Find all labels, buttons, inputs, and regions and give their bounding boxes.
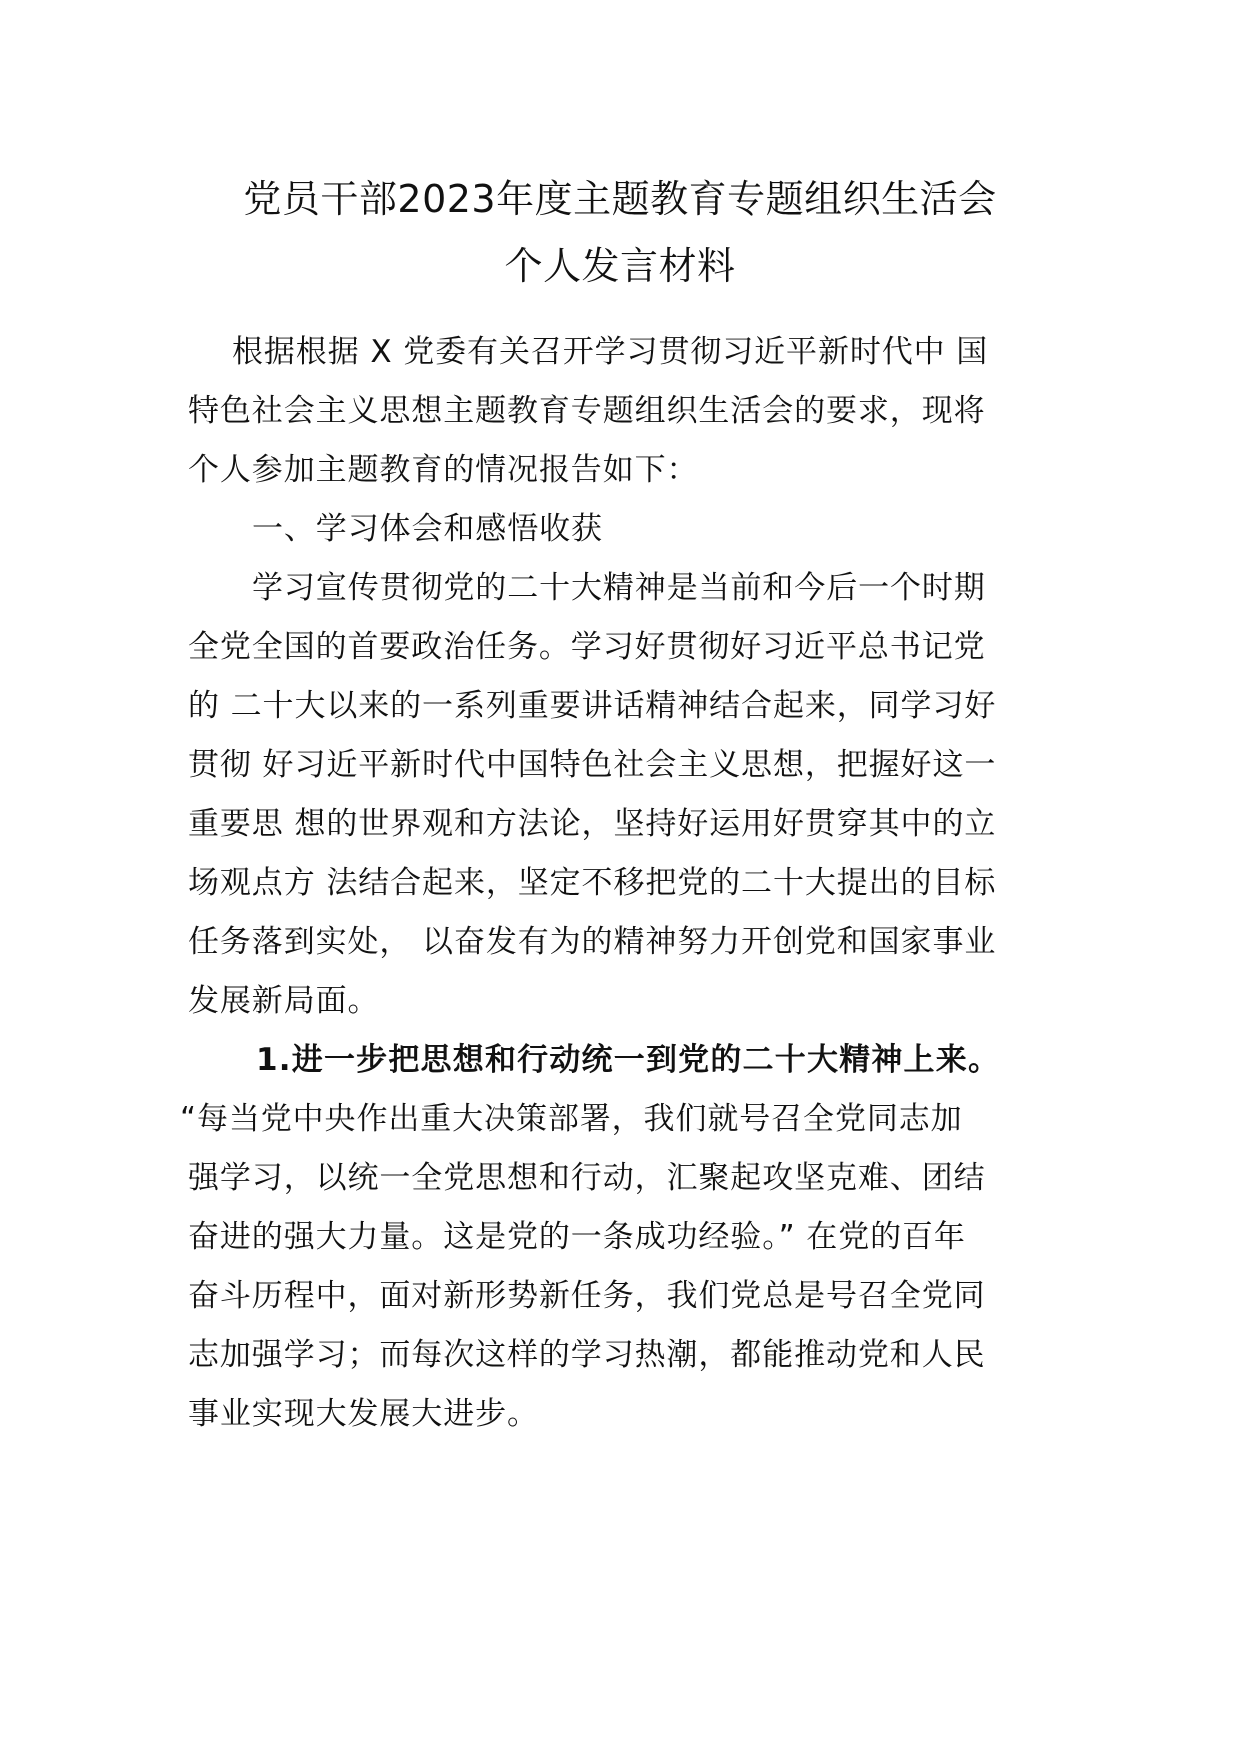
paragraph-line: 特色社会主义思想主题教育专题组织生活会的要求，现将 bbox=[188, 393, 986, 429]
paragraph-line: 全党全国的首要政治任务。学习好贯彻好习近平总书记党 bbox=[188, 629, 986, 665]
paragraph-line: 根据根据 X 党委有关召开学习贯彻习近平新时代中 国 bbox=[232, 334, 989, 370]
paragraph-line: 奋斗历程中，面对新形势新任务，我们党总是号召全党同 bbox=[188, 1278, 986, 1314]
paragraph-line: 个人参加主题教育的情况报告如下： bbox=[188, 452, 699, 488]
document-title-line-2: 个人发言材料 bbox=[504, 244, 736, 288]
section-heading: 一、学习体会和感悟收获 bbox=[252, 511, 603, 547]
paragraph-line: 奋进的强大力量。这是党的一条成功经验。” 在党的百年 bbox=[188, 1219, 966, 1255]
paragraph-line: 贯彻 好习近平新时代中国特色社会主义思想，把握好这一 bbox=[188, 747, 997, 783]
document-title-line-1: 党员干部2023年度主题教育专题组织生活会 bbox=[243, 177, 997, 221]
paragraph-line: 发展新局面。 bbox=[188, 983, 380, 1019]
paragraph-line: 任务落到实处， 以奋发有为的精神努力开创党和国家事业 bbox=[188, 924, 997, 960]
paragraph-line: 学习宣传贯彻党的二十大精神是当前和今后一个时期 bbox=[252, 570, 986, 606]
paragraph-line: “每当党中央作出重大决策部署，我们就号召全党同志加 bbox=[180, 1101, 963, 1137]
subsection-heading: 1.进一步把思想和行动统一到党的二十大精神上来。 bbox=[256, 1042, 1001, 1078]
paragraph-line: 强学习，以统一全党思想和行动，汇聚起攻坚克难、团结 bbox=[188, 1160, 986, 1196]
paragraph-line: 场观点方 法结合起来，坚定不移把党的二十大提出的目标 bbox=[188, 865, 997, 901]
paragraph-line: 的 二十大以来的一系列重要讲话精神结合起来，同学习好 bbox=[188, 688, 997, 724]
paragraph-line: 志加强学习；而每次这样的学习热潮，都能推动党和人民 bbox=[188, 1337, 986, 1373]
paragraph-line: 事业实现大发展大进步。 bbox=[188, 1396, 539, 1432]
paragraph-line: 重要思 想的世界观和方法论，坚持好运用好贯穿其中的立 bbox=[188, 806, 997, 842]
